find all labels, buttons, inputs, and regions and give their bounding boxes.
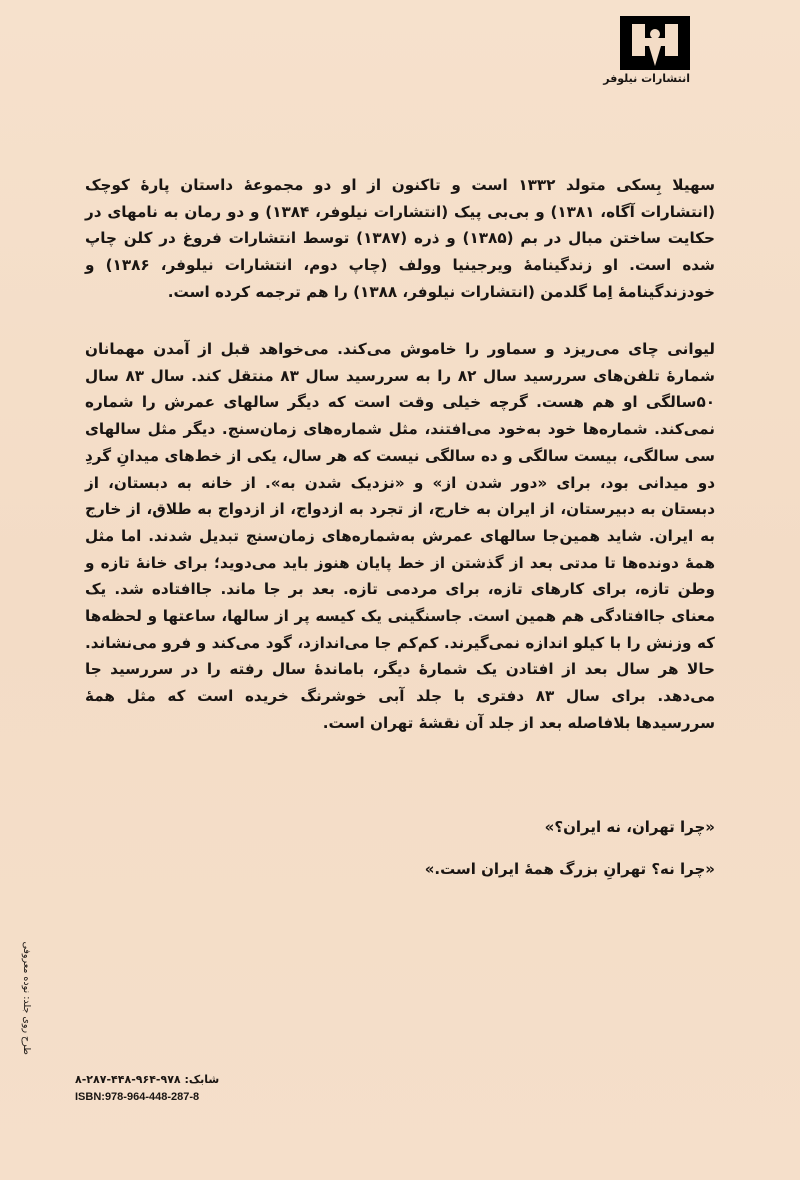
dialog-line-1: «چرا تهران، نه ایران؟»	[544, 818, 715, 836]
cover-design-credit: طرح روی جلد: نوده معروفی	[21, 941, 32, 1055]
book-excerpt: لیوانی چای می‌ریزد و سماور را خاموش می‌کند. می‌خواهد قبل از آمدن مهمانان شمارهٔ تلفن‌های سررسید سال ۸۲ را به سررسید سال ۸۳ منتقل کند. سال ۸۳ سال ۵۰سالگی او هم هست. گرچه خیلی وقت است که دیگر سالهای عمرش را شماره نمی‌کند. شماره‌ها خود به‌خود می‌افتند، مثل شماره‌های زمان‌سنج. دیگر مثل سالهای سی سالگی، بیست سالگی و ده سالگی نیست که هر سال، یکی از خط‌های میدانِ گردِ دو میدانی بود، برای «دور شدن از» و «نزدیک شدن به». از خانه به دبستان، از دبستان به دبیرستان، از ایران به خارج، از تجرد به ازدواج، از ازدواج به طلاق، از خارج به ایران. شاید همین‌جا سالهای عمرش به‌شماره‌های زمان‌سنج تبدیل شدند. اما مثل همهٔ دونده‌ها تا مدتی بعد از گذشتن از خط پایان هنوز باید می‌دوید؛ برای خانهٔ تازه و وطن تازه، برای کارهای تازه، برای مردمی تازه. بعد بر جا ماند. جاافتاده شد. یک معنای جاافتادگی هم همین است. جاسنگینی یک کیسه پر از سالها، ساعتها و لحظه‌ها که وزنش را با کیلو اندازه نمی‌گیرند. کم‌کم جا می‌اندازد، گود می‌کند و فرو می‌نشاند. حالا هر سال بعد از افتادن یک شمارهٔ دیگر، باماندهٔ سال رفته را در سررسید جا می‌دهد. برای سال ۸۳ دفتری با جلد آبی خوشرنگ خریده است که مثل همهٔ سررسیدها بلافاصله بعد از جلد آن نقشهٔ تهران است.	[85, 340, 715, 732]
author-bio: سهیلا بِسکی متولد ۱۳۳۲ است و تاکنون از او دو مجموعهٔ داستان پارهٔ کوچک (انتشارات آگاه، ۱۳۸۱) و بی‌بی پیک (انتشارات نیلوفر، ۱۳۸۴) و دو رمان به نامهای در حکایت ساختن مبال در بم (۱۳۸۵) و ذره (۱۳۸۷) توسط انتشارات فروغ در کلن چاپ شده است. او زندگینامهٔ ویرجینیا وولف (چاپ دوم، انتشارات نیلوفر، ۱۳۸۶) و خودزندگینامهٔ اِما گلدمن (انتشارات نیلوفر، ۱۳۸۸) را هم ترجمه کرده است.	[85, 176, 716, 301]
publisher-logo-icon	[620, 16, 690, 70]
isbn-persian: شابک: ۹۷۸-۹۶۴-۴۴۸-۲۸۷-۸	[75, 1073, 220, 1086]
publisher-logo	[603, 16, 690, 86]
isbn-latin: ISBN:978-964-448-287-8	[75, 1091, 200, 1103]
dialog-line-2: «چرا نه؟ تهرانِ بزرگ همهٔ ایران است.»	[424, 860, 715, 878]
publisher-name: انتشارات نیلوفر	[603, 72, 690, 85]
